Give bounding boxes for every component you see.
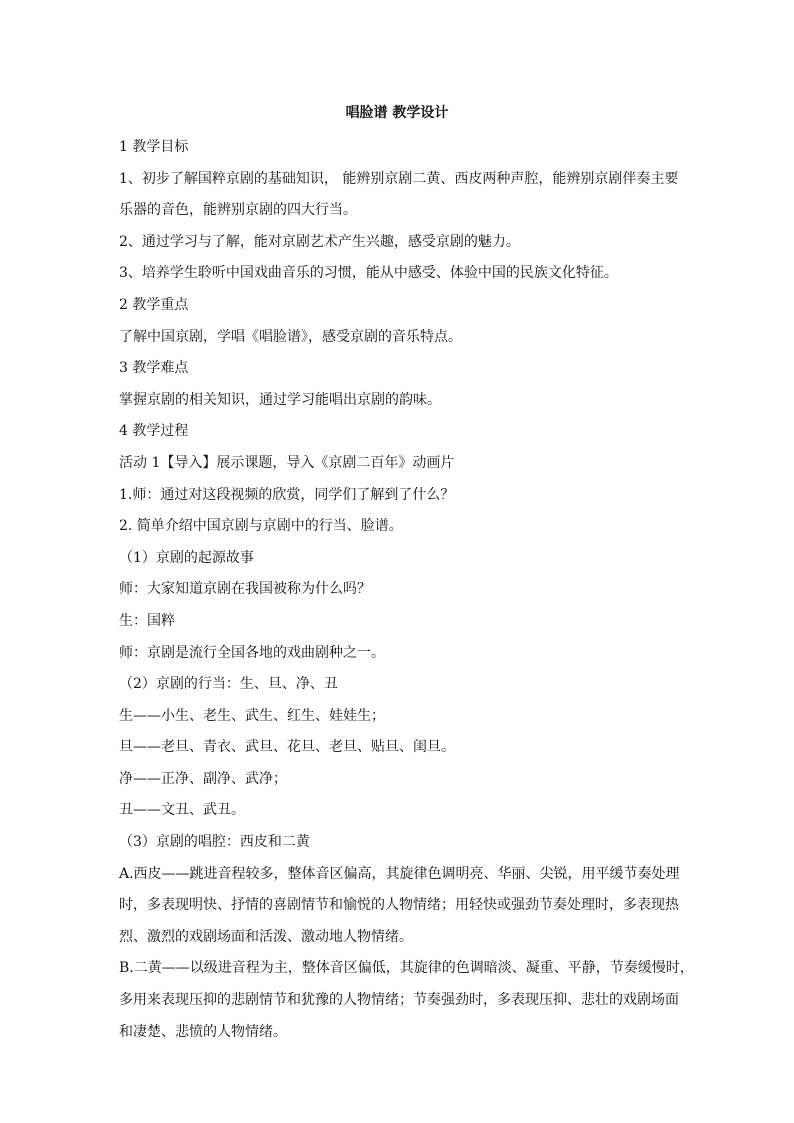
difficulty-heading: 3 教学难点 [119, 360, 189, 377]
role-chou: 丑——文丑、武丑。 [119, 802, 245, 819]
goal-3: 3、培养学生聆听中国戏曲音乐的习惯，能从中感受、体验中国的民族文化特征。 [119, 265, 618, 282]
goals-heading: 1 教学目标 [119, 139, 189, 155]
process-heading: 4 教学过程 [119, 423, 189, 440]
role-jing: 净——正净、副净、武净； [119, 770, 287, 787]
focus-heading: 2 教学重点 [119, 296, 189, 313]
teacher-question: 师：大家知道京剧在我国被称为什么吗？ [119, 581, 371, 598]
singing-heading: （3）京剧的唱腔：西皮和二黄 [119, 834, 310, 851]
erhuang-line-3: 和凄楚、悲愤的人物情绪。 [119, 1023, 287, 1040]
goal-1-line-2: 乐器的音色，能辨别京剧的四大行当。 [119, 202, 357, 219]
goal-1-line-1: 1、初步了解国粹京剧的基础知识， 能辨别京剧二黄、西皮两种声腔，能辨别京剧伴奏主要 [119, 170, 679, 187]
goal-2: 2、通过学习与了解，能对京剧艺术产生兴趣，感受京剧的魅力。 [119, 233, 520, 250]
document-body [119, 132, 694, 1048]
focus-text: 了解中国京剧，学唱《唱脸谱》，感受京剧的音乐特点。 [119, 328, 462, 345]
role-dan: 旦——老旦、青衣、武旦、花旦、老旦、贴旦、闺旦。 [119, 739, 455, 756]
activity-1: 活动 1【导入】展示课题，导入《京剧二百年》动画片 [119, 454, 455, 471]
step-1: 1.师：通过对这段视频的欣赏，同学们了解到了什么？ [119, 486, 455, 503]
step-2: 2. 简单介绍中国京剧与京剧中的行当、脸谱。 [119, 518, 403, 535]
erhuang-line-2: 多用来表现压抑的悲剧情节和犹豫的人物情绪；节奏强劲时，多表现压抑、悲壮的戏剧场面 [119, 992, 679, 1009]
xipi-line-1: A.西皮——跳进音程较多，整体音区偏高，其旋律色调明亮、华丽、尖锐，用平缓节奏处理 [119, 865, 680, 882]
roles-heading: （2）京剧的行当：生、旦、净、丑 [119, 676, 338, 693]
origin-heading: （1）京剧的起源故事 [119, 549, 254, 566]
xipi-line-3: 烈、激烈的戏剧场面和活泼、激动地人物情绪。 [119, 928, 413, 945]
document-title: 唱脸谱 教学设计 [345, 105, 449, 121]
role-sheng: 生——小生、老生、武生、红生、娃娃生； [119, 707, 385, 724]
teacher-statement: 师：京剧是流行全国各地的戏曲剧种之一。 [119, 644, 385, 661]
erhuang-line-1: B.二黄——以级进音程为主，整体音区偏低，其旋律的色调暗淡、凝重、平静，节奏缓慢时， [119, 960, 694, 977]
difficulty-text: 掌握京剧的相关知识，通过学习能唱出京剧的韵味。 [119, 391, 441, 408]
xipi-line-2: 时，多表现明快、抒情的喜剧情节和愉悦的人物情绪；用轻快或强劲节奏处理时，多表现热 [119, 897, 679, 914]
student-answer: 生：国粹 [119, 612, 175, 629]
